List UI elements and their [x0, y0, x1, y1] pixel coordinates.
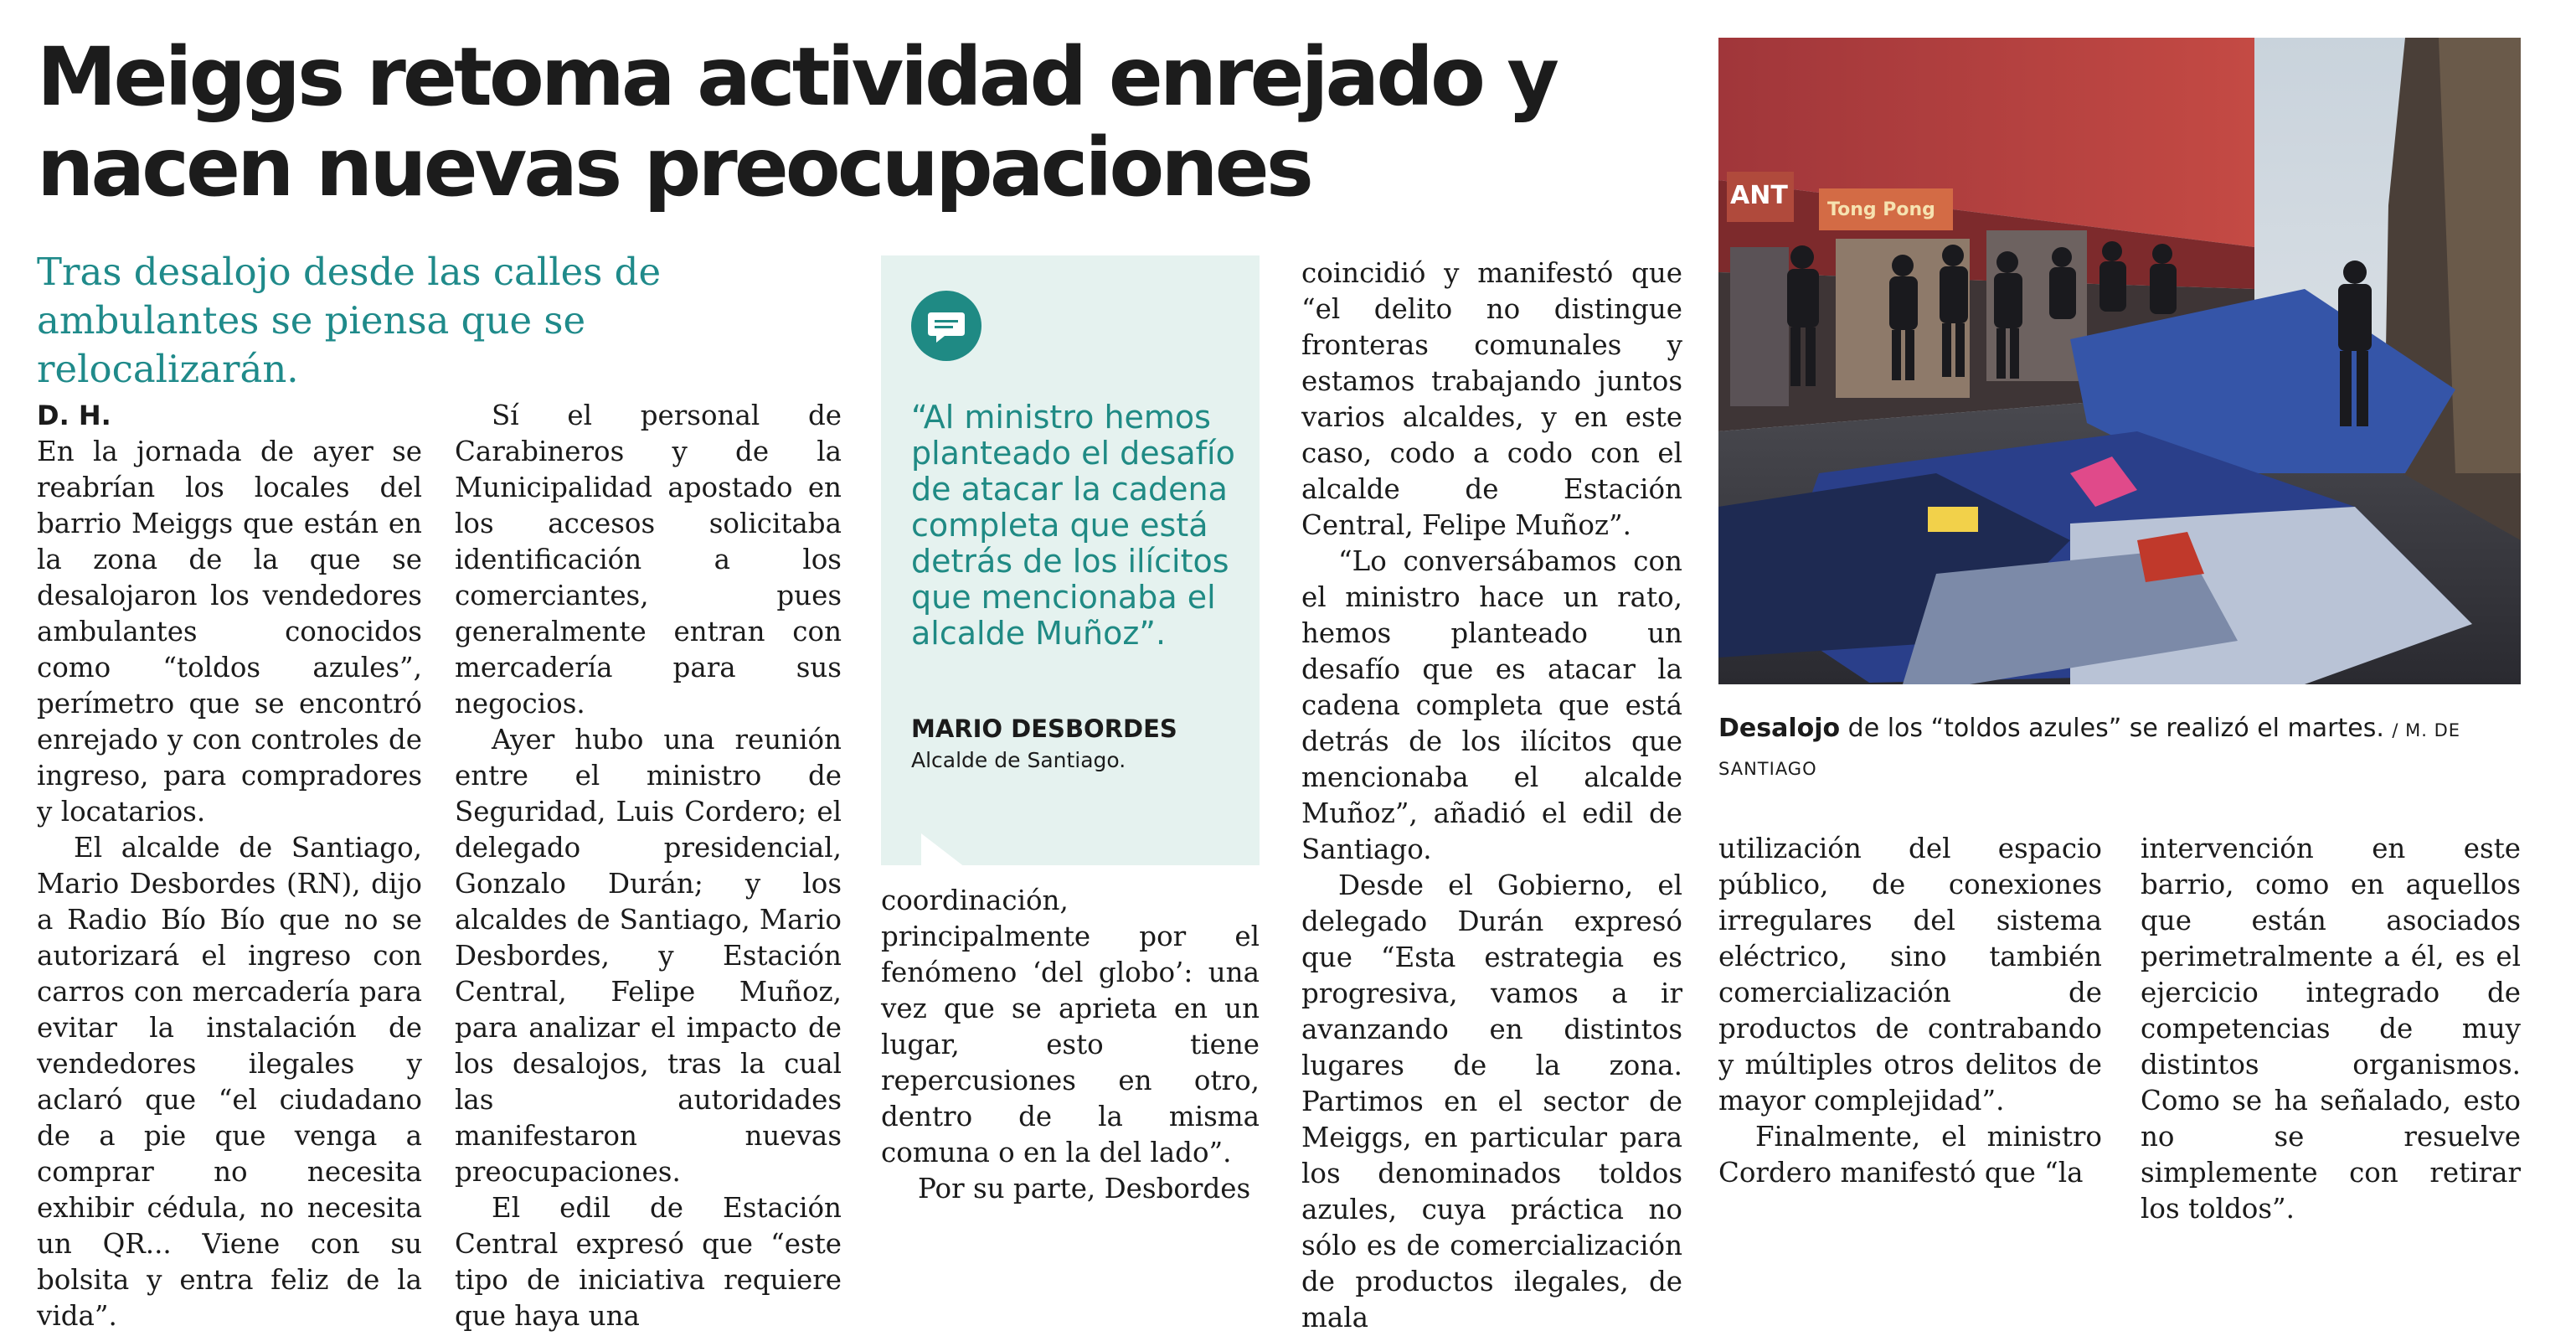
article-column-5: [1718, 831, 2102, 1191]
article-column-3: [881, 883, 1260, 1207]
quote-author-role: Alcalde de Santiago.: [911, 748, 1126, 772]
news-photo: [1718, 38, 2521, 684]
paragraph: El edil de Estación Central expresó que “este tipo de iniciativa requiere que haya una: [455, 1192, 842, 1332]
storefront-sign: Tong Pong: [1827, 199, 1935, 220]
pull-quote-text: “Al ministro hemos planteado el desafío de atacar la cadena completa que está detrás de los ilícitos que mencionaba el alcalde Muñoz”.: [911, 399, 1235, 652]
article-column-2: [455, 398, 842, 1334]
speech-bubble-icon: [911, 291, 981, 361]
paragraph: utilización del espacio público, de conexiones irregulares del sistema eléctrico, sino también comercialización de productos de contrabando y múltiples otros delitos de mayor complejidad”.: [1718, 833, 2102, 1117]
pull-quote-box: [881, 255, 1260, 865]
paragraph: El alcalde de Santiago, Mario Desbordes (RN), dijo a Radio Bío Bío que no se autorizará el ingreso con carros con mercadería para evitar la instalación de vendedores ilegales y aclaró que “el ciudadano de a pie que venga a comprar no necesita exhibir cédula, no necesita un QR... Viene con su bolsita y entra feliz de la vida”.: [37, 832, 422, 1332]
photo-caption: [1718, 710, 2521, 787]
paragraph: Finalmente, el ministro Cordero manifestó que “la: [1718, 1121, 2102, 1189]
article-column-1: [37, 398, 422, 1334]
headline: Meiggs retoma actividad enrejado y nacen nuevas preocupaciones: [37, 30, 1556, 214]
quote-box-tail: [921, 833, 965, 867]
paragraph: Desde el Gobierno, el delegado Durán expresó que “Esta estrategia es progresiva, vamos a ir avanzando en distintos lugares de la zona. Partimos en el sector de Meiggs, en particular para los denominados toldos azules, cuya práctica no sólo es de comercialización de productos ilegales, de mala: [1301, 869, 1682, 1333]
byline: D. H.: [37, 400, 111, 431]
paragraph: coincidió y manifestó que “el delito no distingue fronteras comunales y estamos trabajando juntos varios alcaldes, y en este caso, codo a codo con el alcalde de Estación Central, Felipe Muñoz”.: [1301, 257, 1682, 541]
article-column-4: [1301, 255, 1682, 1336]
paragraph: Por su parte, Desbordes: [918, 1173, 1251, 1204]
photo-credit: / M. DE SANTIAGO: [1718, 720, 2461, 779]
article-column-6: [2141, 831, 2521, 1227]
quote-author-name: MARIO DESBORDES: [911, 714, 1177, 743]
paragraph: “Lo conversábamos con el ministro hace un rato, hemos planteado un desafío que es atacar la cadena completa que está detrás de los ilícitos que mencionaba el alcalde Muñoz”, añadió el edil de Santiago.: [1301, 545, 1682, 865]
paragraph: En la jornada de ayer se reabrían los locales del barrio Meiggs que están en la zona de la que se desalojaron los vendedores ambulantes conocidos como “toldos azules”, perímetro que se encontró enrejado y con controles de ingreso, para compradores y locatarios.: [37, 436, 422, 828]
paragraph: intervención en este barrio, como en aquellos que están asociados perimetralmente a él, es el ejercicio integrado de competencias de muy distintos organismos. Como se ha señalado, esto no se resuelve simplemente con retirar los toldos”.: [2141, 833, 2521, 1225]
paragraph: coordinación, principalmente por el fenómeno ‘del globo’: una vez que se aprieta en un lugar, esto tiene repercusiones en otro, dentro de la misma comuna o en la del lado”.: [881, 885, 1260, 1168]
storefront-sign: ANT: [1730, 181, 1788, 210]
subhead: Tras desalojo desde las calles de ambulantes se piensa que se relocalizarán.: [37, 250, 662, 391]
caption-lead: Desalojo: [1718, 714, 1841, 743]
paragraph: Sí el personal de Carabineros y de la Municipalidad apostado en los accesos solicitaba identificación a los comerciantes, pues generalmente entran con mercadería para sus negocios.: [455, 400, 842, 720]
paragraph: Ayer hubo una reunión entre el ministro de Seguridad, Luis Cordero; el delegado presidencial, Gonzalo Durán; y los alcaldes de Santiago, Mario Desbordes, y Estación Central, Felipe Muñoz, para analizar el impacto de los desalojos, tras la cual las autoridades manifestaron nuevas preocupaciones.: [455, 724, 842, 1188]
caption-text: de los “toldos azules” se realizó el martes.: [1840, 714, 2393, 743]
